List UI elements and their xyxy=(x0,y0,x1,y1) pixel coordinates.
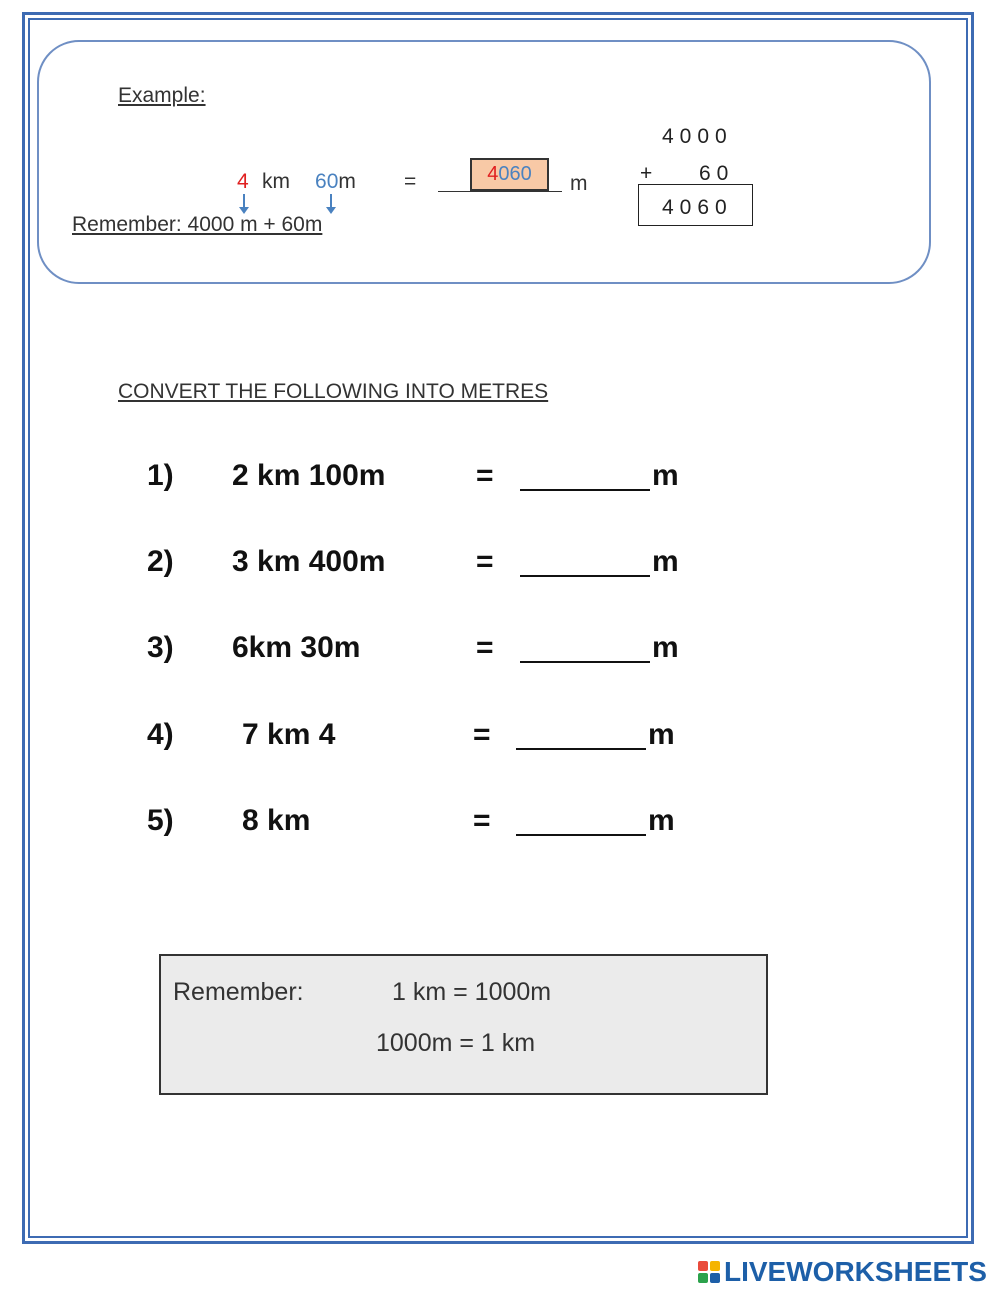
reminder-line2: 1000m = 1 km xyxy=(376,1029,536,1057)
question-equals: = xyxy=(473,804,491,837)
question-text: 3 km 400m xyxy=(232,545,386,578)
question-text: 8 km xyxy=(242,804,311,837)
example-remember: Remember: 4000 m + 60m xyxy=(72,213,323,236)
question-number: 5) xyxy=(147,804,174,837)
instruction-heading: CONVERT THE FOLLOWING INTO METRES xyxy=(118,380,549,403)
answer-input[interactable] xyxy=(520,661,650,663)
reminder-label: Remember: xyxy=(173,978,304,1006)
question-unit: m xyxy=(652,459,679,492)
question-text: 2 km 100m xyxy=(232,459,386,492)
question-number: 1) xyxy=(147,459,174,492)
example-m-value: 60m xyxy=(315,170,356,193)
example-answer-unit: m xyxy=(570,172,588,195)
question-equals: = xyxy=(476,459,494,492)
reminder-line1: 1 km = 1000m xyxy=(392,978,552,1006)
answer-input[interactable] xyxy=(520,489,650,491)
question-equals: = xyxy=(476,631,494,664)
example-answer-line xyxy=(438,191,562,192)
reminder-box xyxy=(159,954,768,1095)
liveworksheets-logo xyxy=(698,1256,987,1288)
answer-input[interactable] xyxy=(516,834,646,836)
sum-second: 60 xyxy=(699,162,735,185)
answer-input[interactable] xyxy=(516,748,646,750)
question-number: 3) xyxy=(147,631,174,664)
example-km-value: 4 xyxy=(237,170,249,193)
arrow-down-icon xyxy=(330,194,332,208)
question-text: 7 km 4 xyxy=(242,718,336,751)
question-text: 6km 30m xyxy=(232,631,361,664)
question-unit: m xyxy=(652,545,679,578)
question-equals: = xyxy=(476,545,494,578)
logo-icon xyxy=(698,1261,720,1283)
example-answer-box: 4060 xyxy=(470,158,549,191)
question-unit: m xyxy=(652,631,679,664)
example-heading: Example: xyxy=(118,84,206,107)
arrow-down-icon xyxy=(243,194,245,208)
sum-result: 4060 xyxy=(662,196,733,219)
question-unit: m xyxy=(648,804,675,837)
logo-text: LIVEWORKSHEETS xyxy=(724,1256,987,1287)
answer-input[interactable] xyxy=(520,575,650,577)
question-equals: = xyxy=(473,718,491,751)
question-number: 2) xyxy=(147,545,174,578)
sum-top: 4000 xyxy=(662,125,733,148)
question-unit: m xyxy=(648,718,675,751)
sum-plus: + xyxy=(640,162,659,185)
example-km-unit: km xyxy=(262,170,290,193)
question-number: 4) xyxy=(147,718,174,751)
example-equals: = xyxy=(404,170,417,193)
